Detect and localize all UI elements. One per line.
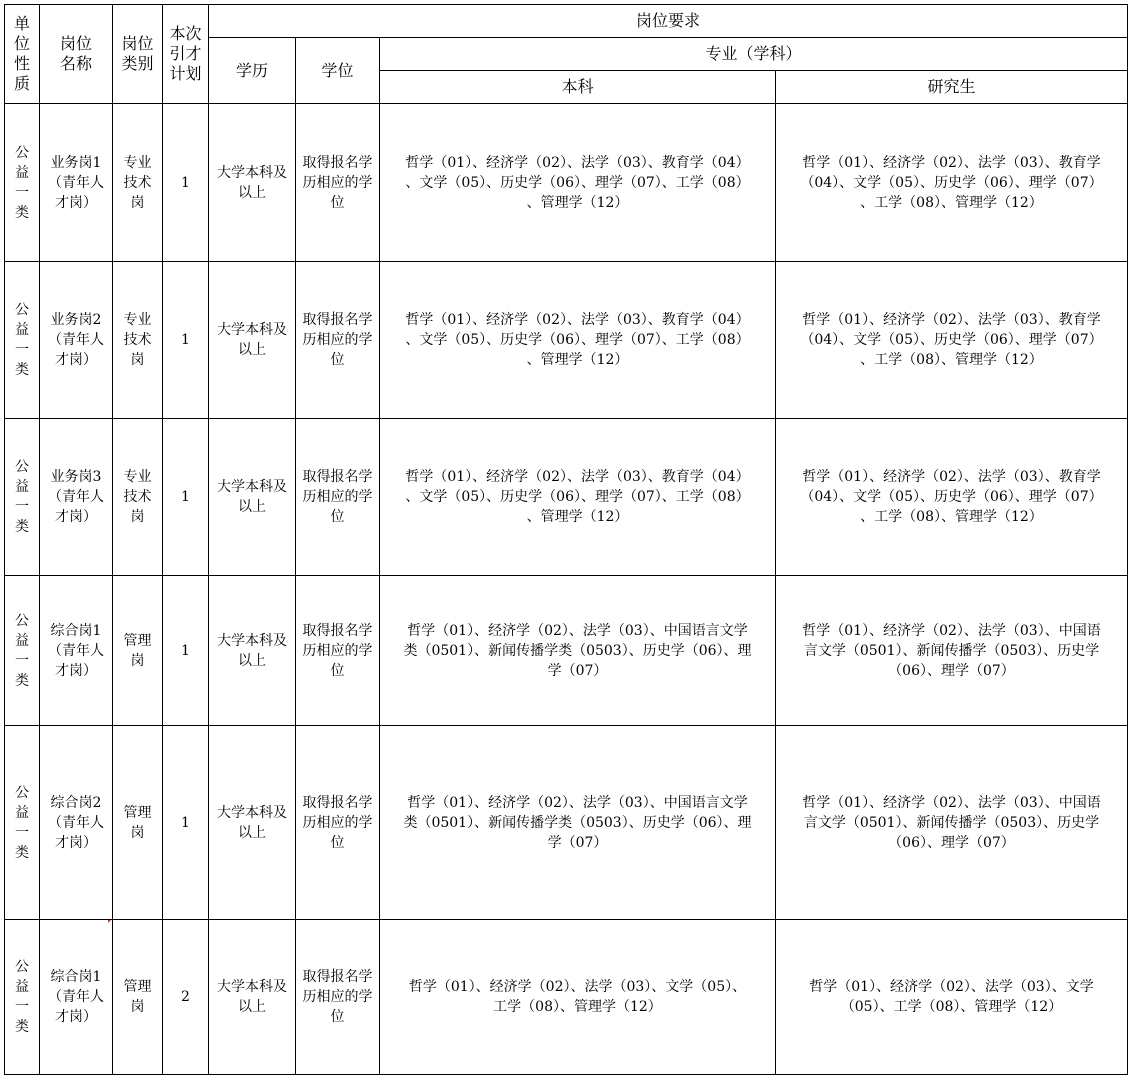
cell-plan: 1	[163, 419, 209, 576]
cell-degree: 取得报名学 历相应的学 位	[296, 576, 380, 726]
table-row	[5, 576, 1128, 726]
cell-graduate: 哲学（01）、经济学（02）、法学（03）、文学 （05）、工学（08）、管理学（12）	[776, 920, 1128, 1075]
cell-unit-type: 公 益 一 类	[5, 726, 40, 920]
cell-post-category: 专业 技术 岗	[113, 262, 163, 419]
cell-undergrad: 哲学（01）、经济学（02）、法学（03）、文学（05）、 工学（08）、管理学（12）	[380, 920, 776, 1075]
cell-education: 大学本科及 以上	[209, 920, 296, 1075]
cell-post-category: 管理 岗	[113, 726, 163, 920]
cell-unit-type: 公 益 一 类	[5, 576, 40, 726]
cell-education: 大学本科及 以上	[209, 104, 296, 262]
job-requirements-table	[4, 4, 1128, 1075]
cell-unit-type: 公 益 一 类	[5, 920, 40, 1075]
cell-graduate: 哲学（01）、经济学（02）、法学（03）、教育学 （04）、文学（05）、历史学（06）、理学（07） 、工学（08）、管理学（12）	[776, 419, 1128, 576]
table-row	[5, 726, 1128, 920]
cell-post-name: 综合岗1 （青年人 才岗）	[40, 576, 113, 726]
table-row	[5, 419, 1128, 576]
cell-plan: 2	[163, 920, 209, 1075]
cell-degree: 取得报名学 历相应的学 位	[296, 726, 380, 920]
cell-education: 大学本科及 以上	[209, 576, 296, 726]
header-education: 学历	[209, 38, 296, 104]
cell-plan: 1	[163, 262, 209, 419]
cell-degree: 取得报名学 历相应的学 位	[296, 419, 380, 576]
header-graduate: 研究生	[776, 71, 1128, 104]
cell-post-name: 综合岗2 （青年人 才岗）	[40, 726, 113, 920]
cell-post-category: 管理 岗	[113, 920, 163, 1075]
cell-plan: 1	[163, 726, 209, 920]
cell-graduate: 哲学（01）、经济学（02）、法学（03）、教育学 （04）、文学（05）、历史学（06）、理学（07） 、工学（08）、管理学（12）	[776, 262, 1128, 419]
header-requirements: 岗位要求	[209, 5, 1128, 38]
cell-unit-type: 公 益 一 类	[5, 262, 40, 419]
cell-undergrad: 哲学（01）、经济学（02）、法学（03）、教育学（04） 、文学（05）、历史学（06）、理学（07）、工学（08） 、管理学（12）	[380, 262, 776, 419]
cell-undergrad: 哲学（01）、经济学（02）、法学（03）、中国语言文学 类（0501）、新闻传播学类（0503）、历史学（06）、理 学（07）	[380, 576, 776, 726]
header-post-category: 岗位 类别	[113, 5, 163, 104]
cell-education: 大学本科及 以上	[209, 419, 296, 576]
header-major: 专业（学科）	[380, 38, 1128, 71]
cell-unit-type: 公 益 一 类	[5, 419, 40, 576]
header-post-name: 岗位 名称	[40, 5, 113, 104]
header-plan: 本次 引才 计划	[163, 5, 209, 104]
cell-post-name: 业务岗1 （青年人 才岗）	[40, 104, 113, 262]
cell-education: 大学本科及 以上	[209, 726, 296, 920]
cell-degree: 取得报名学 历相应的学 位	[296, 104, 380, 262]
cell-post-category: 专业 技术 岗	[113, 104, 163, 262]
cell-undergrad: 哲学（01）、经济学（02）、法学（03）、中国语言文学 类（0501）、新闻传播学类（0503）、历史学（06）、理 学（07）	[380, 726, 776, 920]
cell-undergrad: 哲学（01）、经济学（02）、法学（03）、教育学（04） 、文学（05）、历史学（06）、理学（07）、工学（08） 、管理学（12）	[380, 419, 776, 576]
cell-plan: 1	[163, 104, 209, 262]
table-row	[5, 104, 1128, 262]
header-degree: 学位	[296, 38, 380, 104]
cell-degree: 取得报名学 历相应的学 位	[296, 262, 380, 419]
cell-graduate: 哲学（01）、经济学（02）、法学（03）、教育学 （04）、文学（05）、历史学（06）、理学（07） 、工学（08）、管理学（12）	[776, 104, 1128, 262]
cell-post-name: 综合岗1 （青年人 才岗）	[40, 920, 113, 1075]
cell-post-category: 专业 技术 岗	[113, 419, 163, 576]
cell-post-name: 业务岗3 （青年人 才岗）	[40, 419, 113, 576]
cell-graduate: 哲学（01）、经济学（02）、法学（03）、中国语 言文学（0501）、新闻传播学（0503）、历史学 （06）、理学（07）	[776, 576, 1128, 726]
cell-post-name: 业务岗2 （青年人 才岗）	[40, 262, 113, 419]
table-row	[5, 262, 1128, 419]
table-row	[5, 920, 1128, 1075]
cell-plan: 1	[163, 576, 209, 726]
cell-comment-marker	[108, 920, 111, 923]
cell-undergrad: 哲学（01）、经济学（02）、法学（03）、教育学（04） 、文学（05）、历史学（06）、理学（07）、工学（08） 、管理学（12）	[380, 104, 776, 262]
cell-unit-type: 公 益 一 类	[5, 104, 40, 262]
cell-education: 大学本科及 以上	[209, 262, 296, 419]
cell-graduate: 哲学（01）、经济学（02）、法学（03）、中国语 言文学（0501）、新闻传播学（0503）、历史学 （06）、理学（07）	[776, 726, 1128, 920]
cell-degree: 取得报名学 历相应的学 位	[296, 920, 380, 1075]
header-unit-type: 单位 性质	[5, 5, 40, 104]
header-undergrad: 本科	[380, 71, 776, 104]
cell-post-category: 管理 岗	[113, 576, 163, 726]
